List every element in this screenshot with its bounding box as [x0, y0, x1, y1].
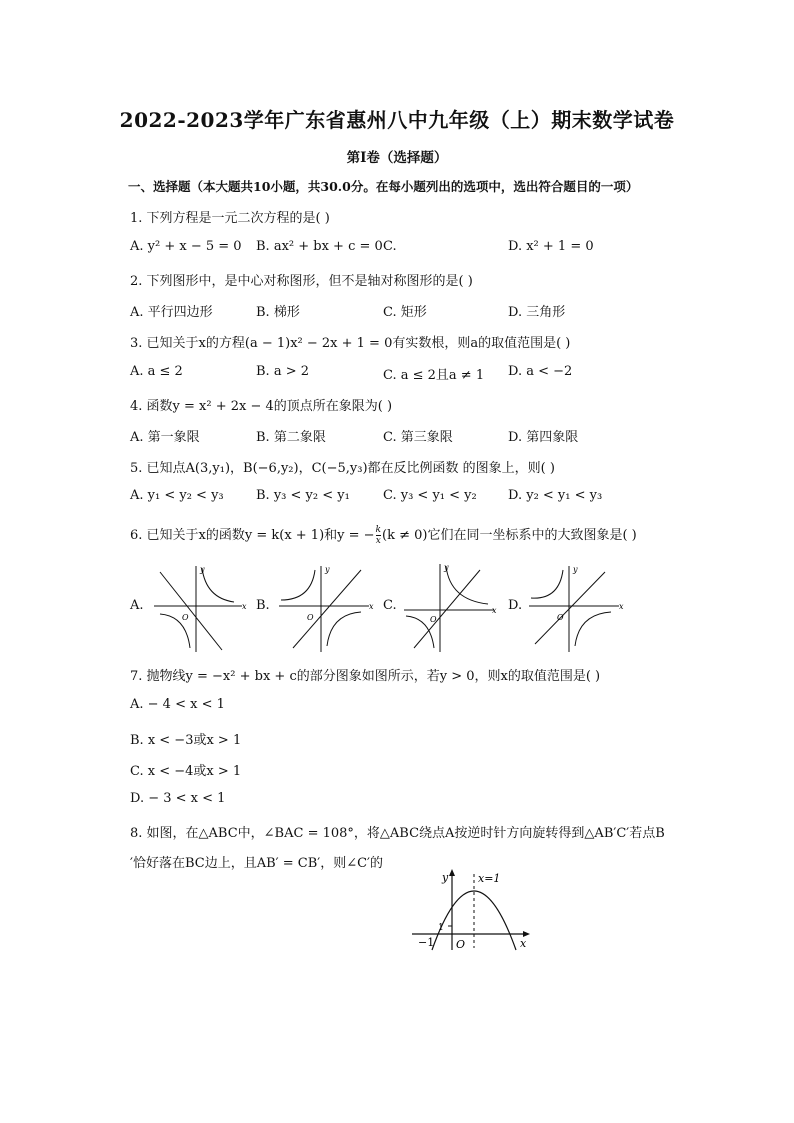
q3-option-c: C. a ≤ 2且a ≠ 1: [383, 368, 485, 383]
q6-graph-a: [150, 562, 250, 654]
question-8-line-2: ′恰好落在BC边上，且AB′ = CB′，则∠C′的: [130, 856, 383, 871]
q2-option-a: A. 平行四边形: [130, 305, 213, 320]
q3-option-b: B. a > 2: [256, 364, 309, 379]
q6-fraction-denominator: x: [375, 536, 381, 546]
q1-option-a: A. y² + x − 5 = 0: [130, 239, 242, 254]
q2-option-c: C. 矩形: [383, 305, 427, 320]
question-3: 3. 已知关于x的方程(a − 1)x² − 2x + 1 = 0有实数根，则a的取值范围是( ): [130, 336, 571, 351]
question-5: 5. 已知点A(3,y₁)，B(−6,y₂)，C(−5,y₃)都在反比例函数 的图象上，则( ): [130, 461, 555, 476]
graph-a-origin-label: O: [182, 613, 189, 622]
graph-c-y-label: y: [444, 563, 449, 572]
q5-option-c: C. y₃ < y₁ < y₂: [383, 488, 477, 503]
parabola-figure: [408, 864, 538, 954]
graph-d-origin-label: O: [557, 613, 564, 622]
parabola-neg-one-label: −1: [418, 936, 435, 949]
question-7: 7. 抛物线y = −x² + bx + c的部分图象如图所示，若y > 0，则x的取值范围是( ): [130, 669, 601, 684]
section-heading: 一、选择题（本大题共10小题，共30.0分。在每小题列出的选项中，选出符合题目的一项）: [128, 179, 639, 194]
q5-option-a: A. y₁ < y₂ < y₃: [130, 488, 224, 503]
q4-option-b: B. 第二象限: [256, 430, 326, 445]
q6-stem-post: (k ≠ 0)它们在同一坐标系中的大致图象是( ): [382, 528, 637, 543]
question-6: [130, 524, 637, 546]
graph-b-origin-label: O: [307, 613, 314, 622]
question-4: 4. 函数y = x² + 2x − 4的顶点所在象限为( ): [130, 399, 393, 414]
q2-option-d: D. 三角形: [508, 305, 566, 320]
graph-c-origin-label: O: [430, 615, 437, 624]
question-2: 2. 下列图形中，是中心对称图形，但不是轴对称图形的是( ): [130, 274, 473, 289]
q1-option-b: B. ax² + bx + c = 0: [256, 239, 383, 254]
q6-option-a: A.: [130, 598, 144, 613]
q3-option-a: A. a ≤ 2: [130, 364, 183, 379]
q6-graph-c: [400, 560, 500, 654]
section-subtitle: 第Ⅰ卷（选择题）: [346, 150, 448, 166]
q2-option-b: B. 梯形: [256, 305, 300, 320]
graph-b-x-label: x: [369, 602, 374, 611]
q4-option-c: C. 第三象限: [383, 430, 453, 445]
q4-option-d: D. 第四象限: [508, 430, 579, 445]
graph-d-x-label: x: [619, 602, 624, 611]
q6-fraction: [376, 525, 381, 546]
q6-graph-d: [525, 562, 625, 654]
graph-d-y-label: y: [573, 565, 578, 574]
parabola-axis-label: x=1: [478, 872, 501, 885]
parabola-origin-label: O: [456, 938, 466, 951]
question-1: 1. 下列方程是一元二次方程的是( ): [130, 211, 330, 226]
graph-a-x-label: x: [242, 602, 247, 611]
q5-option-d: D. y₂ < y₁ < y₃: [508, 488, 603, 503]
graph-c-x-label: x: [492, 606, 497, 615]
parabola-y-label: y: [442, 871, 449, 884]
q3-option-d: D. a < −2: [508, 364, 573, 379]
q6-fraction-numerator: k: [375, 525, 382, 535]
q7-option-a: A. − 4 < x < 1: [130, 697, 225, 712]
graph-a-y-label: y: [200, 565, 205, 574]
q6-stem-pre: 6. 已知关于x的函数y = k(x + 1)和y = −: [130, 528, 375, 543]
q6-option-d: D.: [508, 598, 523, 613]
q1-option-c: C.: [383, 239, 397, 254]
graph-b-y-label: y: [325, 565, 330, 574]
parabola-tick-one-label: 1: [438, 923, 444, 933]
q4-option-a: A. 第一象限: [130, 430, 200, 445]
page-title: 2022-2023学年广东省惠州八中九年级（上）期末数学试卷: [119, 108, 675, 132]
q7-option-c: C. x < −4或x > 1: [130, 764, 242, 779]
q6-graph-b: [275, 562, 375, 654]
q6-option-b: B.: [256, 598, 270, 613]
parabola-x-label: x: [520, 937, 527, 950]
q1-option-d: D. x² + 1 = 0: [508, 239, 594, 254]
q5-option-b: B. y₃ < y₂ < y₁: [256, 488, 350, 503]
question-8-line-1: 8. 如图，在△ABC中，∠BAC = 108°，将△ABC绕点A按逆时针方向旋转得到△AB′C′若点B: [130, 826, 665, 841]
q7-option-d: D. − 3 < x < 1: [130, 791, 226, 806]
q6-option-c: C.: [383, 598, 397, 613]
q7-option-b: B. x < −3或x > 1: [130, 733, 242, 748]
